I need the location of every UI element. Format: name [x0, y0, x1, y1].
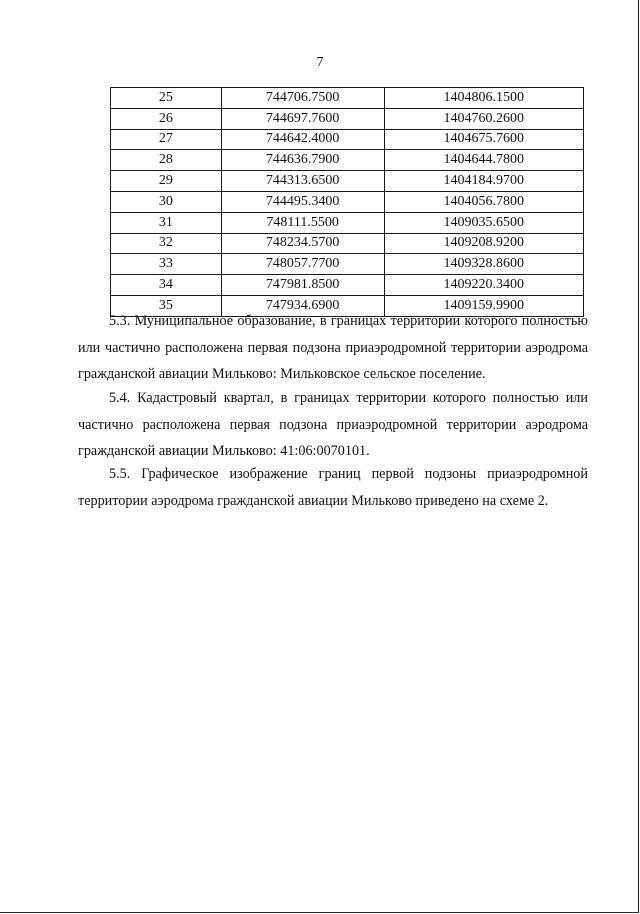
- coordinate-x: 744697.7600: [221, 108, 384, 129]
- coordinate-y: 1404675.7600: [384, 129, 583, 150]
- table-row: [111, 254, 584, 275]
- coordinate-x: 748234.5700: [221, 233, 384, 254]
- point-number: 27: [111, 129, 222, 150]
- coordinate-y: 1409035.6500: [384, 212, 583, 233]
- table-row: [111, 171, 584, 192]
- point-number: 31: [111, 212, 222, 233]
- coordinate-y: 1404056.7800: [384, 191, 583, 212]
- point-number: 26: [111, 108, 222, 129]
- coordinate-y: 1409159.9900: [384, 295, 583, 316]
- table-row: [111, 212, 584, 233]
- table-row: [111, 275, 584, 296]
- point-number: 35: [111, 295, 222, 316]
- coordinates-table: [110, 87, 584, 317]
- coordinate-x: 744706.7500: [221, 88, 384, 109]
- point-number: 33: [111, 254, 222, 275]
- coordinate-x: 747934.6900: [221, 295, 384, 316]
- coordinate-x: 747981.8500: [221, 275, 384, 296]
- coordinate-x: 748057.7700: [221, 254, 384, 275]
- table-row: [111, 150, 584, 171]
- paragraph-5-4: 5.4. Кадастровый квартал, в границах территории которого полностью или частично расположена первая подзона приаэродромной территории аэродрома гражданской авиации Мильково: 41:06:0070101.: [78, 390, 588, 459]
- coordinate-x: 744642.4000: [221, 129, 384, 150]
- coordinate-x: 748111.5500: [221, 212, 384, 233]
- coordinate-y: 1404806.1500: [384, 88, 583, 109]
- point-number: 25: [111, 88, 222, 109]
- point-number: 28: [111, 150, 222, 171]
- coordinate-x: 744636.7900: [221, 150, 384, 171]
- paragraph-5-5: 5.5. Графическое изображение границ первой подзоны приаэродромной территории аэродрома гражданской авиации Мильково приведено на схеме 2.: [78, 466, 588, 509]
- paragraph-5-3: 5.3. Муниципальное образование, в границах территории которого полностью или частично расположена первая подзона приаэродромной территории аэродрома гражданской авиации Мильково: Мильковское сельское поселение.: [78, 313, 588, 382]
- coordinate-x: 744495.3400: [221, 191, 384, 212]
- table-row: [111, 108, 584, 129]
- coordinate-x: 744313.6500: [221, 171, 384, 192]
- coordinate-y: 1409220.3400: [384, 275, 583, 296]
- table-row: [111, 88, 584, 109]
- coordinate-y: 1404644.7800: [384, 150, 583, 171]
- point-number: 34: [111, 275, 222, 296]
- coordinate-y: 1409208.9200: [384, 233, 583, 254]
- coordinate-y: 1404184.9700: [384, 171, 583, 192]
- point-number: 30: [111, 191, 222, 212]
- table-row: [111, 191, 584, 212]
- coordinate-y: 1409328.8600: [384, 254, 583, 275]
- coordinate-y: 1404760.2600: [384, 108, 583, 129]
- page-number: 7: [316, 55, 324, 70]
- point-number: 32: [111, 233, 222, 254]
- table-row: [111, 233, 584, 254]
- point-number: 29: [111, 171, 222, 192]
- table-row: [111, 129, 584, 150]
